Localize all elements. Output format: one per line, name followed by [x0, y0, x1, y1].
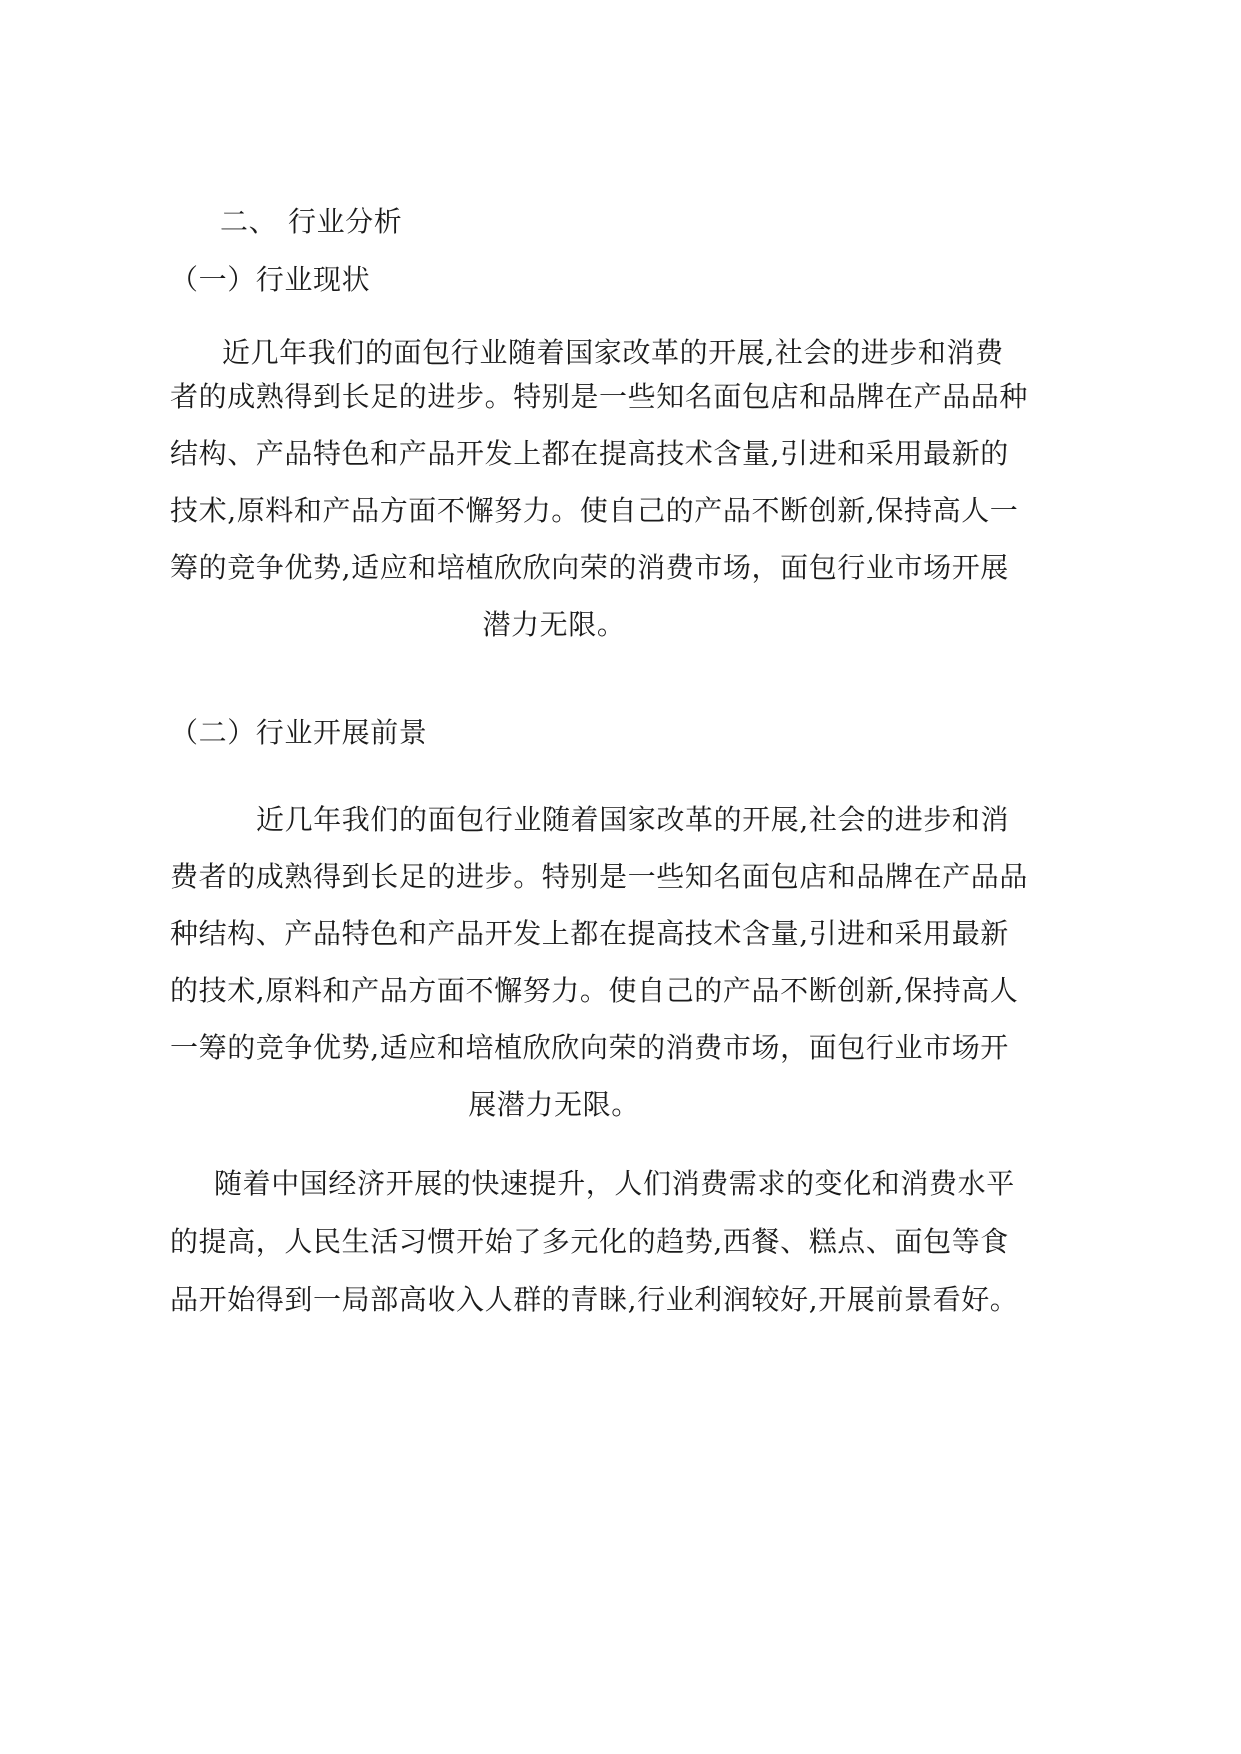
paragraph-1-line: 近几年我们的面包行业随着国家改革的开展,社会的进步和消费: [222, 336, 1004, 369]
subsection-2-title: （二）行业开展前景: [170, 716, 428, 749]
paragraph-2-line: 一筹的竞争优势,适应和培植欣欣向荣的消费市场，面包行业市场开: [170, 1031, 1009, 1064]
section-number: 二、: [220, 205, 278, 238]
section-title: 行业分析: [288, 205, 403, 238]
paragraph-2-line: 的技术,原料和产品方面不懈努力。使自己的产品不断创新,保持高人: [170, 974, 1019, 1007]
paragraph-3-line: 品开始得到一局部高收入人群的青睐,行业利润较好,开展前景看好。: [170, 1283, 1019, 1316]
paragraph-3-line: 随着中国经济开展的快速提升，人们消费需求的变化和消费水平: [214, 1167, 1015, 1200]
paragraph-1-line: 潜力无限。: [482, 608, 626, 641]
paragraph-2-line: 费者的成熟得到长足的进步。特别是一些知名面包店和品牌在产品品: [170, 860, 1029, 893]
paragraph-3-line: 的提高，人民生活习惯开始了多元化的趋势,西餐、糕点、面包等食: [170, 1225, 1009, 1258]
paragraph-2-line: 种结构、产品特色和产品开发上都在提高技术含量,引进和采用最新: [170, 917, 1009, 950]
paragraph-1-line: 筹的竞争优势,适应和培植欣欣向荣的消费市场，面包行业市场开展: [170, 551, 1009, 584]
paragraph-1-line: 者的成熟得到长足的进步。特别是一些知名面包店和品牌在产品品种: [170, 380, 1029, 413]
paragraph-1-line: 结构、产品特色和产品开发上都在提高技术含量,引进和采用最新的: [170, 437, 1009, 470]
paragraph-2-line: 近几年我们的面包行业随着国家改革的开展,社会的进步和消: [256, 803, 1010, 836]
paragraph-1-line: 技术,原料和产品方面不懈努力。使自己的产品不断创新,保持高人一: [170, 494, 1019, 527]
paragraph-2-line: 展潜力无限。: [468, 1088, 640, 1121]
subsection-1-title: （一）行业现状: [170, 263, 371, 296]
